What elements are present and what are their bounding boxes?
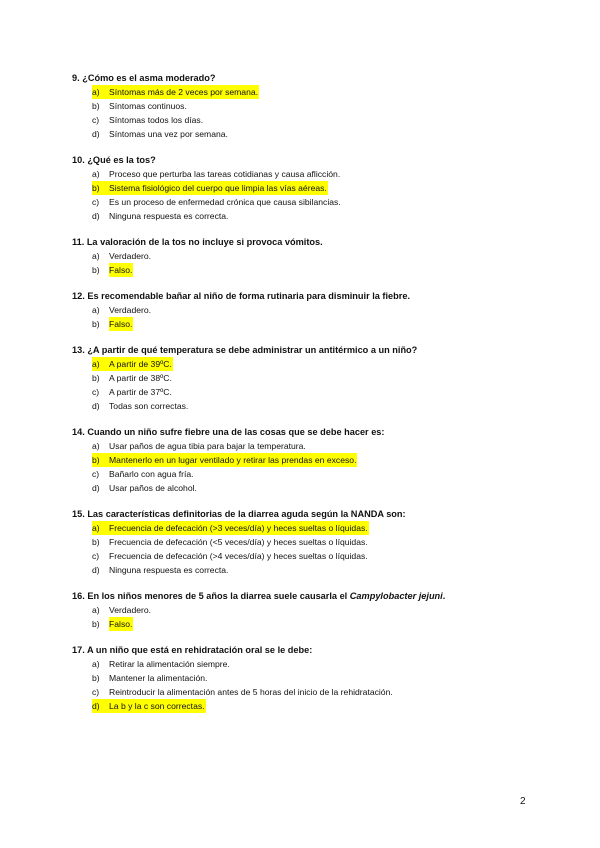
question-block	[72, 425, 542, 495]
option-letter: b)	[92, 265, 100, 275]
option-text: Falso.	[109, 619, 133, 629]
answer-option	[72, 195, 542, 209]
answer-option	[72, 209, 542, 223]
answer-option	[72, 371, 542, 385]
question-block	[72, 643, 542, 713]
question-title: 11. La valoración de la tos no incluye si provoca vómitos.	[72, 237, 323, 247]
option-letter: a)	[92, 357, 109, 371]
option-letter: a)	[92, 305, 100, 315]
question-block	[72, 507, 542, 577]
option-letter: c)	[92, 687, 100, 697]
option-letter: c)	[92, 551, 100, 561]
answer-option	[72, 563, 542, 577]
option-letter: b)	[92, 537, 100, 547]
option-text: A partir de 38ºC.	[109, 373, 172, 383]
option-letter: d)	[92, 483, 100, 493]
answer-option	[72, 127, 542, 141]
option-text: Proceso que perturba las tareas cotidianas y causa aflicción.	[109, 169, 341, 179]
answer-option-correct	[72, 181, 542, 195]
answer-option	[72, 399, 542, 413]
question-block	[72, 343, 542, 413]
option-letter: a)	[92, 251, 100, 261]
quiz-content	[72, 71, 542, 725]
option-letter: d)	[92, 699, 109, 713]
option-text: Síntomas continuos.	[109, 101, 187, 111]
answer-option	[72, 603, 542, 617]
answer-option	[72, 467, 542, 481]
question-title: 15. Las características definitorias de la diarrea aguda según la NANDA son:	[72, 509, 406, 519]
answer-options	[72, 249, 542, 277]
page-number: 2	[520, 796, 526, 807]
option-letter: b)	[92, 373, 100, 383]
answer-options	[72, 167, 542, 223]
answer-option	[72, 113, 542, 127]
answer-option	[72, 481, 542, 495]
option-letter: c)	[92, 387, 100, 397]
answer-option	[72, 249, 542, 263]
answer-options	[72, 303, 542, 331]
question-title: 10. ¿Qué es la tos?	[72, 155, 156, 165]
option-text: A partir de 39ºC.	[109, 359, 172, 369]
question-title: 9. ¿Cómo es el asma moderado?	[72, 73, 216, 83]
answer-option	[72, 549, 542, 563]
option-letter: b)	[92, 181, 109, 195]
option-text: Síntomas una vez por semana.	[109, 129, 228, 139]
option-text: Frecuencia de defecación (<5 veces/día) y heces sueltas o líquidas.	[109, 537, 368, 547]
answer-option	[72, 657, 542, 671]
option-letter: a)	[92, 85, 109, 99]
question-block	[72, 235, 542, 277]
question-block	[72, 289, 542, 331]
option-letter: b)	[92, 619, 100, 629]
option-text: Mantenerlo en un lugar ventilado y retirar las prendas en exceso.	[109, 455, 357, 465]
option-letter: b)	[92, 673, 100, 683]
question-block	[72, 71, 542, 141]
option-letter: a)	[92, 605, 100, 615]
answer-options	[72, 439, 542, 495]
option-text: Ninguna respuesta es correcta.	[109, 565, 229, 575]
answer-option-correct	[72, 263, 542, 277]
option-letter: a)	[92, 521, 109, 535]
option-text: Frecuencia de defecación (>3 veces/día) y heces sueltas o líquidas.	[109, 523, 368, 533]
answer-option-correct	[72, 85, 542, 99]
question-block	[72, 589, 542, 631]
answer-option	[72, 385, 542, 399]
option-text: Bañarlo con agua fría.	[109, 469, 194, 479]
answer-option	[72, 99, 542, 113]
option-text: Mantener la alimentación.	[109, 673, 208, 683]
answer-options	[72, 603, 542, 631]
answer-options	[72, 657, 542, 713]
answer-option	[72, 439, 542, 453]
option-letter: c)	[92, 469, 100, 479]
option-letter: b)	[92, 101, 100, 111]
question-title: 16. En los niños menores de 5 años la diarrea suele causarla el Campylobacter jejuni.	[72, 591, 446, 601]
option-letter: c)	[92, 197, 100, 207]
answer-options	[72, 357, 542, 413]
option-letter: a)	[92, 659, 100, 669]
option-letter: a)	[92, 441, 100, 451]
option-letter: d)	[92, 129, 100, 139]
answer-option	[72, 167, 542, 181]
answer-option	[72, 535, 542, 549]
option-letter: b)	[92, 453, 109, 467]
option-letter: c)	[92, 115, 100, 125]
option-text: Síntomas más de 2 veces por semana.	[109, 87, 259, 97]
question-title: 12. Es recomendable bañar al niño de forma rutinaria para disminuir la fiebre.	[72, 291, 410, 301]
option-text: Verdadero.	[109, 305, 152, 315]
option-text: Síntomas todos los días.	[109, 115, 204, 125]
option-text: La b y la c son correctas.	[109, 701, 205, 711]
answer-option	[72, 303, 542, 317]
option-text: Todas son correctas.	[109, 401, 189, 411]
option-text: Falso.	[109, 319, 133, 329]
answer-option-correct	[72, 317, 542, 331]
answer-options	[72, 85, 542, 141]
option-text: Verdadero.	[109, 251, 152, 261]
question-title: 17. A un niño que está en rehidratación oral se le debe:	[72, 645, 313, 655]
answer-option-correct	[72, 617, 542, 631]
option-letter: b)	[92, 319, 100, 329]
option-letter: a)	[92, 169, 100, 179]
option-text: Verdadero.	[109, 605, 152, 615]
question-block	[72, 153, 542, 223]
option-text: Usar paños de agua tibia para bajar la temperatura.	[109, 441, 306, 451]
option-text: Frecuencia de defecación (>4 veces/día) y heces sueltas o líquidas.	[109, 551, 368, 561]
question-title: 13. ¿A partir de qué temperatura se debe administrar un antitérmico a un niño?	[72, 345, 418, 355]
option-text: Es un proceso de enfermedad crónica que causa sibilancias.	[109, 197, 341, 207]
option-text: Ninguna respuesta es correcta.	[109, 211, 229, 221]
answer-option-correct	[72, 521, 542, 535]
question-title: 14. Cuando un niño sufre fiebre una de las cosas que se debe hacer es:	[72, 427, 385, 437]
option-text: A partir de 37ºC.	[109, 387, 172, 397]
answer-option	[72, 671, 542, 685]
answer-option-correct	[72, 699, 542, 713]
answer-option	[72, 685, 542, 699]
option-letter: d)	[92, 401, 100, 411]
option-text: Reintroducir la alimentación antes de 5 horas del inicio de la rehidratación.	[109, 687, 393, 697]
answer-option-correct	[72, 357, 542, 371]
option-text: Retirar la alimentación siempre.	[109, 659, 230, 669]
answer-options	[72, 521, 542, 577]
option-text: Falso.	[109, 265, 133, 275]
option-letter: d)	[92, 565, 100, 575]
option-letter: d)	[92, 211, 100, 221]
option-text: Usar paños de alcohol.	[109, 483, 197, 493]
answer-option-correct	[72, 453, 542, 467]
option-text: Sistema fisiológico del cuerpo que limpia las vías aéreas.	[109, 183, 327, 193]
